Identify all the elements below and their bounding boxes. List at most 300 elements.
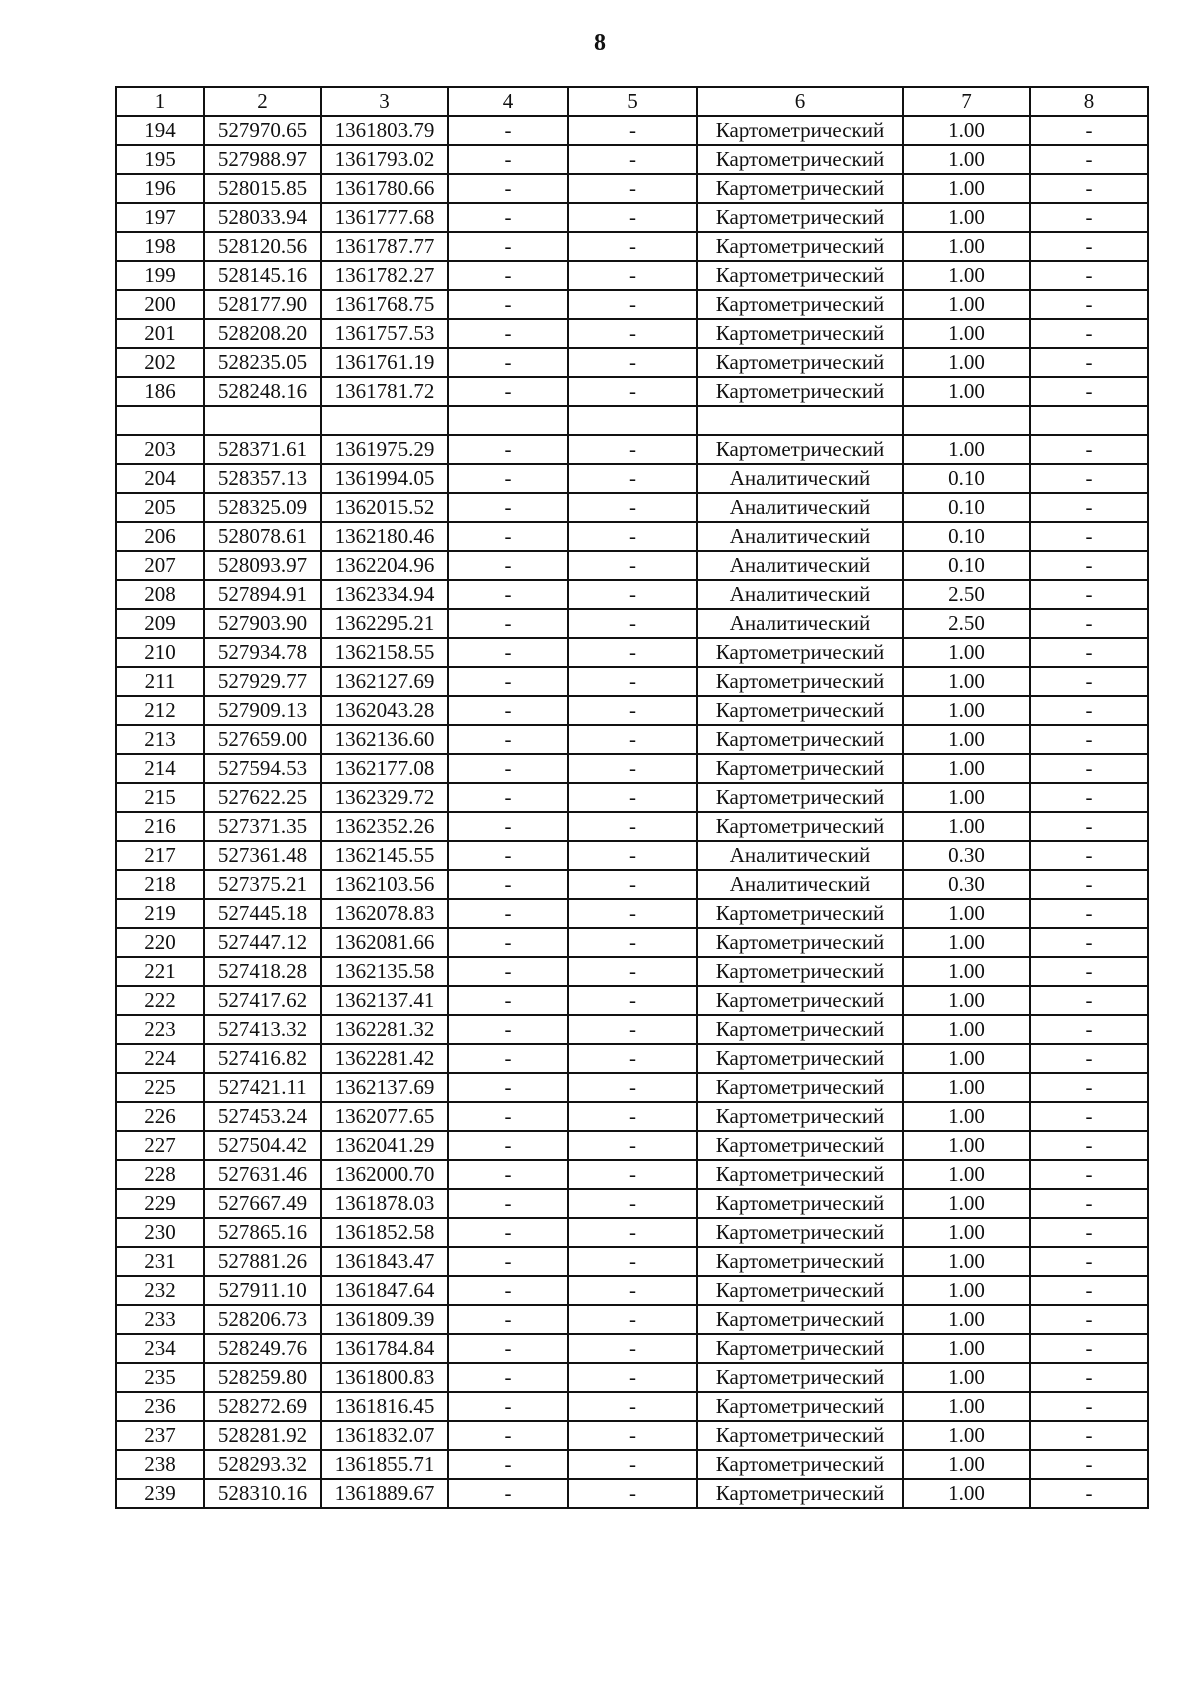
x-coordinate-cell: 528145.16	[204, 261, 321, 290]
accuracy-cell: 1.00	[903, 1189, 1030, 1218]
accuracy-cell: 1.00	[903, 1044, 1030, 1073]
column-8-cell: -	[1030, 1044, 1148, 1073]
point-number-cell: 233	[116, 1305, 204, 1334]
column-8-cell: -	[1030, 580, 1148, 609]
x-coordinate-cell: 527445.18	[204, 899, 321, 928]
accuracy-cell: 1.00	[903, 1479, 1030, 1508]
y-coordinate-cell: 1361780.66	[321, 174, 448, 203]
point-number-cell: 215	[116, 783, 204, 812]
y-coordinate-cell: 1361847.64	[321, 1276, 448, 1305]
x-coordinate-cell: 527881.26	[204, 1247, 321, 1276]
accuracy-cell: 1.00	[903, 290, 1030, 319]
x-coordinate-cell: 528310.16	[204, 1479, 321, 1508]
point-number-cell: 226	[116, 1102, 204, 1131]
y-coordinate-cell: 1362043.28	[321, 696, 448, 725]
point-number-cell: 194	[116, 116, 204, 145]
column-8-cell: -	[1030, 928, 1148, 957]
y-coordinate-cell: 1362329.72	[321, 783, 448, 812]
y-coordinate-cell: 1361889.67	[321, 1479, 448, 1508]
method-cell: Аналитический	[697, 464, 903, 493]
column-5-cell: -	[568, 464, 697, 493]
method-cell: Аналитический	[697, 551, 903, 580]
column-4-cell: -	[448, 1450, 568, 1479]
x-coordinate-cell: 527417.62	[204, 986, 321, 1015]
column-8-cell: -	[1030, 1218, 1148, 1247]
method-cell: Картометрический	[697, 319, 903, 348]
x-coordinate-cell: 527988.97	[204, 145, 321, 174]
point-number-cell: 223	[116, 1015, 204, 1044]
accuracy-cell: 0.10	[903, 551, 1030, 580]
column-8-cell: -	[1030, 551, 1148, 580]
table-row	[116, 870, 1148, 899]
y-coordinate-cell	[321, 406, 448, 435]
method-cell: Картометрический	[697, 986, 903, 1015]
column-4-cell	[448, 406, 568, 435]
column-5-cell: -	[568, 783, 697, 812]
method-cell: Картометрический	[697, 1102, 903, 1131]
table-row	[116, 1160, 1148, 1189]
accuracy-cell: 0.10	[903, 464, 1030, 493]
column-4-cell: -	[448, 493, 568, 522]
x-coordinate-cell: 528078.61	[204, 522, 321, 551]
method-cell: Картометрический	[697, 348, 903, 377]
point-number-cell: 207	[116, 551, 204, 580]
column-8-cell: -	[1030, 116, 1148, 145]
y-coordinate-cell: 1362295.21	[321, 609, 448, 638]
x-coordinate-cell: 527361.48	[204, 841, 321, 870]
accuracy-cell: 2.50	[903, 580, 1030, 609]
column-4-cell: -	[448, 1305, 568, 1334]
y-coordinate-cell: 1361975.29	[321, 435, 448, 464]
accuracy-cell: 1.00	[903, 754, 1030, 783]
table-row	[116, 725, 1148, 754]
x-coordinate-cell: 527911.10	[204, 1276, 321, 1305]
y-coordinate-cell: 1361781.72	[321, 377, 448, 406]
method-cell: Картометрический	[697, 1247, 903, 1276]
column-8-cell: -	[1030, 290, 1148, 319]
column-4-cell: -	[448, 145, 568, 174]
accuracy-cell: 1.00	[903, 174, 1030, 203]
table-row	[116, 1450, 1148, 1479]
x-coordinate-cell: 527929.77	[204, 667, 321, 696]
x-coordinate-cell: 528033.94	[204, 203, 321, 232]
column-4-cell: -	[448, 928, 568, 957]
accuracy-cell: 1.00	[903, 232, 1030, 261]
table-row	[116, 754, 1148, 783]
accuracy-cell: 0.10	[903, 493, 1030, 522]
accuracy-cell: 1.00	[903, 1218, 1030, 1247]
point-number-cell: 230	[116, 1218, 204, 1247]
column-8-cell: -	[1030, 232, 1148, 261]
y-coordinate-cell: 1361761.19	[321, 348, 448, 377]
x-coordinate-cell: 527421.11	[204, 1073, 321, 1102]
method-cell: Картометрический	[697, 667, 903, 696]
y-coordinate-cell: 1362352.26	[321, 812, 448, 841]
column-header: 6	[697, 87, 903, 116]
table-row	[116, 464, 1148, 493]
accuracy-cell: 1.00	[903, 1102, 1030, 1131]
point-number-cell: 204	[116, 464, 204, 493]
point-number-cell: 219	[116, 899, 204, 928]
column-5-cell: -	[568, 348, 697, 377]
point-number-cell: 227	[116, 1131, 204, 1160]
column-8-cell: -	[1030, 493, 1148, 522]
column-5-cell: -	[568, 551, 697, 580]
column-8-cell: -	[1030, 464, 1148, 493]
table-row	[116, 116, 1148, 145]
point-number-cell: 213	[116, 725, 204, 754]
y-coordinate-cell: 1361878.03	[321, 1189, 448, 1218]
page-number: 8	[594, 30, 606, 56]
table-row	[116, 1073, 1148, 1102]
column-8-cell: -	[1030, 1450, 1148, 1479]
x-coordinate-cell: 527894.91	[204, 580, 321, 609]
column-4-cell: -	[448, 667, 568, 696]
point-number-cell: 198	[116, 232, 204, 261]
x-coordinate-cell: 528249.76	[204, 1334, 321, 1363]
y-coordinate-cell: 1362137.41	[321, 986, 448, 1015]
y-coordinate-cell: 1361809.39	[321, 1305, 448, 1334]
column-5-cell: -	[568, 986, 697, 1015]
point-number-cell: 231	[116, 1247, 204, 1276]
accuracy-cell: 1.00	[903, 1334, 1030, 1363]
column-5-cell: -	[568, 290, 697, 319]
column-5-cell: -	[568, 725, 697, 754]
column-5-cell: -	[568, 1479, 697, 1508]
point-number-cell: 238	[116, 1450, 204, 1479]
y-coordinate-cell: 1362136.60	[321, 725, 448, 754]
y-coordinate-cell: 1362145.55	[321, 841, 448, 870]
table-row	[116, 1131, 1148, 1160]
column-5-cell: -	[568, 1276, 697, 1305]
y-coordinate-cell: 1362137.69	[321, 1073, 448, 1102]
column-8-cell: -	[1030, 261, 1148, 290]
y-coordinate-cell: 1362078.83	[321, 899, 448, 928]
column-8-cell: -	[1030, 1189, 1148, 1218]
table-row	[116, 174, 1148, 203]
x-coordinate-cell: 528293.32	[204, 1450, 321, 1479]
method-cell: Картометрический	[697, 435, 903, 464]
column-4-cell: -	[448, 1131, 568, 1160]
accuracy-cell: 1.00	[903, 1160, 1030, 1189]
x-coordinate-cell: 528325.09	[204, 493, 321, 522]
accuracy-cell: 1.00	[903, 986, 1030, 1015]
column-4-cell: -	[448, 1392, 568, 1421]
method-cell: Аналитический	[697, 870, 903, 899]
column-5-cell: -	[568, 261, 697, 290]
column-5-cell: -	[568, 1189, 697, 1218]
column-5-cell: -	[568, 1305, 697, 1334]
column-4-cell: -	[448, 609, 568, 638]
column-8-cell: -	[1030, 1015, 1148, 1044]
column-8-cell: -	[1030, 783, 1148, 812]
column-4-cell: -	[448, 812, 568, 841]
column-4-cell: -	[448, 696, 568, 725]
y-coordinate-cell: 1361757.53	[321, 319, 448, 348]
column-8-cell: -	[1030, 348, 1148, 377]
column-8-cell: -	[1030, 377, 1148, 406]
point-number-cell: 237	[116, 1421, 204, 1450]
method-cell: Картометрический	[697, 1276, 903, 1305]
point-number-cell: 224	[116, 1044, 204, 1073]
table-row	[116, 1479, 1148, 1508]
column-4-cell: -	[448, 870, 568, 899]
table-row	[116, 841, 1148, 870]
column-4-cell: -	[448, 638, 568, 667]
accuracy-cell: 1.00	[903, 1015, 1030, 1044]
column-5-cell: -	[568, 174, 697, 203]
method-cell: Картометрический	[697, 203, 903, 232]
accuracy-cell	[903, 406, 1030, 435]
column-5-cell: -	[568, 319, 697, 348]
column-header: 8	[1030, 87, 1148, 116]
column-8-cell: -	[1030, 1247, 1148, 1276]
method-cell: Аналитический	[697, 493, 903, 522]
x-coordinate-cell: 527504.42	[204, 1131, 321, 1160]
column-5-cell: -	[568, 928, 697, 957]
y-coordinate-cell: 1361768.75	[321, 290, 448, 319]
table-row	[116, 928, 1148, 957]
point-number-cell: 196	[116, 174, 204, 203]
accuracy-cell: 0.30	[903, 841, 1030, 870]
point-number-cell: 200	[116, 290, 204, 319]
y-coordinate-cell: 1361843.47	[321, 1247, 448, 1276]
table-row	[116, 1334, 1148, 1363]
column-5-cell: -	[568, 493, 697, 522]
table-row	[116, 435, 1148, 464]
y-coordinate-cell: 1362281.32	[321, 1015, 448, 1044]
method-cell: Аналитический	[697, 522, 903, 551]
column-8-cell: -	[1030, 1334, 1148, 1363]
column-8-cell: -	[1030, 1305, 1148, 1334]
accuracy-cell: 1.00	[903, 667, 1030, 696]
accuracy-cell: 1.00	[903, 377, 1030, 406]
y-coordinate-cell: 1361832.07	[321, 1421, 448, 1450]
column-5-cell: -	[568, 638, 697, 667]
method-cell: Картометрический	[697, 1392, 903, 1421]
point-number-cell: 228	[116, 1160, 204, 1189]
table-row	[116, 522, 1148, 551]
column-4-cell: -	[448, 203, 568, 232]
column-8-cell: -	[1030, 1073, 1148, 1102]
accuracy-cell: 1.00	[903, 319, 1030, 348]
x-coordinate-cell: 527418.28	[204, 957, 321, 986]
method-cell: Картометрический	[697, 1131, 903, 1160]
y-coordinate-cell: 1362177.08	[321, 754, 448, 783]
table-row	[116, 1015, 1148, 1044]
column-header: 1	[116, 87, 204, 116]
point-number-cell: 199	[116, 261, 204, 290]
y-coordinate-cell: 1361994.05	[321, 464, 448, 493]
column-8-cell: -	[1030, 754, 1148, 783]
column-8-cell: -	[1030, 812, 1148, 841]
table-row	[116, 1392, 1148, 1421]
column-4-cell: -	[448, 1218, 568, 1247]
y-coordinate-cell: 1361784.84	[321, 1334, 448, 1363]
column-5-cell: -	[568, 116, 697, 145]
x-coordinate-cell: 527375.21	[204, 870, 321, 899]
point-number-cell: 218	[116, 870, 204, 899]
y-coordinate-cell: 1362000.70	[321, 1160, 448, 1189]
method-cell: Картометрический	[697, 1160, 903, 1189]
y-coordinate-cell: 1362204.96	[321, 551, 448, 580]
table-row	[116, 493, 1148, 522]
accuracy-cell: 1.00	[903, 145, 1030, 174]
y-coordinate-cell: 1362041.29	[321, 1131, 448, 1160]
table-row	[116, 1189, 1148, 1218]
y-coordinate-cell: 1361800.83	[321, 1363, 448, 1392]
y-coordinate-cell: 1361777.68	[321, 203, 448, 232]
column-8-cell: -	[1030, 841, 1148, 870]
x-coordinate-cell: 527659.00	[204, 725, 321, 754]
method-cell: Картометрический	[697, 261, 903, 290]
column-4-cell: -	[448, 1479, 568, 1508]
table-row	[116, 1276, 1148, 1305]
point-number-cell: 202	[116, 348, 204, 377]
x-coordinate-cell: 527934.78	[204, 638, 321, 667]
table-row	[116, 261, 1148, 290]
accuracy-cell: 1.00	[903, 1131, 1030, 1160]
x-coordinate-cell: 528235.05	[204, 348, 321, 377]
accuracy-cell: 1.00	[903, 1392, 1030, 1421]
column-8-cell: -	[1030, 203, 1148, 232]
accuracy-cell: 1.00	[903, 435, 1030, 464]
column-5-cell: -	[568, 870, 697, 899]
x-coordinate-cell: 527631.46	[204, 1160, 321, 1189]
point-number-cell: 206	[116, 522, 204, 551]
column-4-cell: -	[448, 899, 568, 928]
method-cell: Картометрический	[697, 812, 903, 841]
method-cell: Картометрический	[697, 1450, 903, 1479]
column-4-cell: -	[448, 1044, 568, 1073]
y-coordinate-cell: 1362015.52	[321, 493, 448, 522]
point-number-cell: 209	[116, 609, 204, 638]
column-5-cell: -	[568, 696, 697, 725]
table-row	[116, 638, 1148, 667]
accuracy-cell: 1.00	[903, 1073, 1030, 1102]
x-coordinate-cell: 527594.53	[204, 754, 321, 783]
column-8-cell: -	[1030, 638, 1148, 667]
column-4-cell: -	[448, 1160, 568, 1189]
column-5-cell: -	[568, 522, 697, 551]
column-4-cell: -	[448, 522, 568, 551]
column-header: 2	[204, 87, 321, 116]
column-4-cell: -	[448, 1363, 568, 1392]
accuracy-cell: 1.00	[903, 957, 1030, 986]
column-8-cell: -	[1030, 1479, 1148, 1508]
x-coordinate-cell: 528259.80	[204, 1363, 321, 1392]
y-coordinate-cell: 1362334.94	[321, 580, 448, 609]
table-row	[116, 1247, 1148, 1276]
coordinates-table	[115, 86, 1149, 1509]
method-cell: Картометрический	[697, 754, 903, 783]
column-4-cell: -	[448, 261, 568, 290]
column-4-cell: -	[448, 580, 568, 609]
accuracy-cell: 1.00	[903, 1247, 1030, 1276]
table-row	[116, 319, 1148, 348]
column-5-cell: -	[568, 1102, 697, 1131]
column-4-cell: -	[448, 1015, 568, 1044]
column-4-cell: -	[448, 116, 568, 145]
column-4-cell: -	[448, 1334, 568, 1363]
y-coordinate-cell: 1361782.27	[321, 261, 448, 290]
table-row	[116, 783, 1148, 812]
point-number-cell: 217	[116, 841, 204, 870]
column-4-cell: -	[448, 783, 568, 812]
x-coordinate-cell: 528371.61	[204, 435, 321, 464]
column-4-cell: -	[448, 957, 568, 986]
column-8-cell: -	[1030, 899, 1148, 928]
column-4-cell: -	[448, 232, 568, 261]
column-8-cell: -	[1030, 696, 1148, 725]
point-number-cell: 220	[116, 928, 204, 957]
point-number-cell: 212	[116, 696, 204, 725]
column-8-cell: -	[1030, 1131, 1148, 1160]
column-4-cell: -	[448, 986, 568, 1015]
column-8-cell: -	[1030, 957, 1148, 986]
point-number-cell: 201	[116, 319, 204, 348]
column-4-cell: -	[448, 174, 568, 203]
column-8-cell: -	[1030, 609, 1148, 638]
method-cell: Картометрический	[697, 1044, 903, 1073]
y-coordinate-cell: 1362281.42	[321, 1044, 448, 1073]
column-5-cell: -	[568, 1421, 697, 1450]
column-4-cell: -	[448, 1102, 568, 1131]
point-number-cell: 197	[116, 203, 204, 232]
x-coordinate-cell: 528093.97	[204, 551, 321, 580]
column-8-cell: -	[1030, 1363, 1148, 1392]
accuracy-cell: 1.00	[903, 928, 1030, 957]
x-coordinate-cell: 527970.65	[204, 116, 321, 145]
accuracy-cell: 2.50	[903, 609, 1030, 638]
column-8-cell: -	[1030, 1276, 1148, 1305]
column-5-cell: -	[568, 754, 697, 783]
accuracy-cell: 1.00	[903, 638, 1030, 667]
method-cell: Картометрический	[697, 783, 903, 812]
table-row	[116, 580, 1148, 609]
accuracy-cell: 1.00	[903, 348, 1030, 377]
column-8-cell: -	[1030, 1421, 1148, 1450]
x-coordinate-cell: 527667.49	[204, 1189, 321, 1218]
x-coordinate-cell: 528208.20	[204, 319, 321, 348]
accuracy-cell: 1.00	[903, 812, 1030, 841]
column-4-cell: -	[448, 841, 568, 870]
point-number-cell: 235	[116, 1363, 204, 1392]
column-4-cell: -	[448, 1189, 568, 1218]
point-number-cell: 221	[116, 957, 204, 986]
column-4-cell: -	[448, 435, 568, 464]
column-5-cell: -	[568, 145, 697, 174]
y-coordinate-cell: 1362180.46	[321, 522, 448, 551]
column-4-cell: -	[448, 1073, 568, 1102]
accuracy-cell: 1.00	[903, 1363, 1030, 1392]
x-coordinate-cell: 527903.90	[204, 609, 321, 638]
method-cell: Картометрический	[697, 696, 903, 725]
y-coordinate-cell: 1361855.71	[321, 1450, 448, 1479]
x-coordinate-cell: 528206.73	[204, 1305, 321, 1334]
column-8-cell: -	[1030, 870, 1148, 899]
table-row	[116, 1102, 1148, 1131]
column-5-cell: -	[568, 667, 697, 696]
column-5-cell: -	[568, 1247, 697, 1276]
point-number-cell: 211	[116, 667, 204, 696]
column-5-cell	[568, 406, 697, 435]
method-cell: Картометрический	[697, 1363, 903, 1392]
column-header: 5	[568, 87, 697, 116]
point-number-cell: 232	[116, 1276, 204, 1305]
accuracy-cell: 1.00	[903, 261, 1030, 290]
method-cell	[697, 406, 903, 435]
